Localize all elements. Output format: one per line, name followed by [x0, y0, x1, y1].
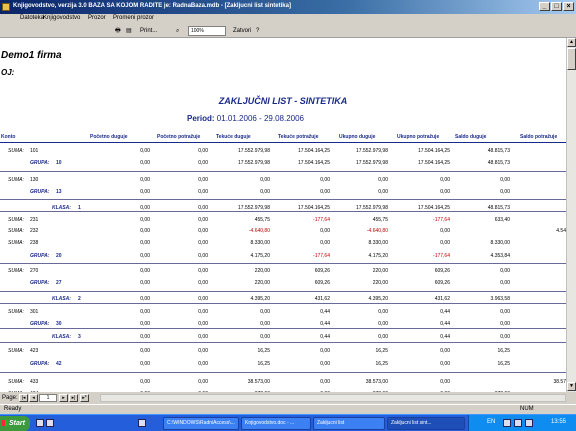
- row-value: 0,00: [198, 148, 208, 154]
- row-value: 0,00: [320, 361, 330, 367]
- row-code: 3: [78, 334, 81, 340]
- scroll-down-icon[interactable]: ▼: [567, 382, 576, 391]
- row-label: SUMA:: [8, 217, 24, 223]
- last-page-icon[interactable]: ▸|: [69, 394, 78, 402]
- row-value: 8.330,00: [490, 240, 510, 246]
- row-code: 231: [30, 217, 39, 223]
- column-header-ukupno-duguje: Ukupno duguje: [339, 134, 376, 140]
- row-code: 238: [30, 240, 39, 246]
- row-value: 0,00: [198, 268, 208, 274]
- row-value: -177,64: [313, 253, 330, 259]
- window-title: Knjigovodstvo, verzija 3.0 BAZA SA KOJOM RADITE je: RadnaBaza.mdb - [Zakljucni list sintetika]: [13, 3, 291, 9]
- row-value: 0,00: [440, 361, 450, 367]
- row-value: 17.504.164,25: [418, 160, 450, 166]
- row-value: 4.175,20: [250, 253, 270, 259]
- row-value: -4.640,80: [248, 228, 270, 234]
- window-titlebar[interactable]: [0, 0, 576, 14]
- row-label: SUMA:: [8, 177, 24, 183]
- page-label: Page:: [2, 395, 18, 401]
- oj-label: OJ:: [1, 68, 15, 77]
- page-setup-icon[interactable]: ▤: [126, 28, 132, 34]
- column-header-tekuce-duguje: Tekuće duguje: [216, 134, 251, 140]
- row-value: 220,00: [254, 280, 270, 286]
- row-value: 0,00: [198, 361, 208, 367]
- row-divider: [0, 303, 566, 304]
- menu-item-knjigovodstvo[interactable]: Knjigovodstvo: [43, 15, 81, 21]
- row-value: 0,44: [440, 334, 450, 340]
- clock: 13:55: [551, 419, 567, 425]
- menu-item-datoteka[interactable]: Datoteka: [20, 15, 45, 21]
- row-label: GRUPA:: [30, 189, 50, 195]
- row-value: 0,00: [140, 189, 150, 195]
- row-value: 0,00: [140, 296, 150, 302]
- row-value: 48.815,73: [487, 160, 510, 166]
- row-label: KLASA:: [52, 334, 71, 340]
- row-value: 17.504.164,25: [298, 205, 330, 211]
- row-code: 301: [30, 309, 39, 315]
- row-code: 433: [30, 379, 39, 385]
- row-value: 0,00: [140, 334, 150, 340]
- row-divider: [0, 171, 566, 172]
- row-value: 431,62: [314, 296, 330, 302]
- row-value: 3.963,58: [490, 296, 510, 302]
- row-value: 0,00: [500, 177, 510, 183]
- row-value: 0,44: [440, 309, 450, 315]
- table-row: [0, 267, 566, 277]
- vertical-scrollbar[interactable]: [566, 38, 576, 392]
- row-value: 0,00: [440, 240, 450, 246]
- row-value: 0,00: [198, 348, 208, 354]
- taskbar: [0, 414, 576, 431]
- quicklaunch-app-icon[interactable]: [138, 419, 146, 427]
- row-value: 16,25: [375, 361, 388, 367]
- status-text: Ready: [4, 406, 22, 412]
- table-row: [0, 252, 566, 262]
- task-zakljucni-list-sint[interactable]: Zakljucni list sint...: [387, 417, 465, 430]
- tray-volume-icon[interactable]: [514, 419, 522, 427]
- row-value: 0,00: [140, 321, 150, 327]
- row-divider: [0, 199, 566, 200]
- column-header-tekuce-potrazuje: Tekuće potražuje: [278, 134, 319, 140]
- row-value: 48.815,73: [487, 148, 510, 154]
- prev-page-icon[interactable]: ◂: [29, 394, 38, 402]
- row-value: 0,00: [440, 177, 450, 183]
- row-value: 0,00: [378, 189, 388, 195]
- row-value: 0,00: [140, 160, 150, 166]
- row-label: SUMA:: [8, 348, 24, 354]
- row-value: 16,25: [497, 348, 510, 354]
- row-value: 0,00: [320, 189, 330, 195]
- row-value: -177,64: [433, 217, 450, 223]
- row-value: 0,00: [198, 379, 208, 385]
- row-value: 0,00: [198, 228, 208, 234]
- row-divider: [0, 263, 566, 264]
- row-value: 0,00: [500, 309, 510, 315]
- row-value: 0,00: [140, 240, 150, 246]
- column-header-pocetno-duguje: Početno duguje: [90, 134, 128, 140]
- row-value: 0,00: [260, 309, 270, 315]
- row-value: 16,25: [497, 361, 510, 367]
- row-value: -177,64: [313, 217, 330, 223]
- row-value: 455,75: [372, 217, 388, 223]
- table-row: [0, 308, 566, 318]
- status-bar: [0, 404, 576, 414]
- row-value: 220,00: [254, 268, 270, 274]
- quicklaunch-desktop-icon[interactable]: [46, 419, 54, 427]
- row-label: SUMA:: [8, 309, 24, 315]
- table-row: [0, 378, 566, 388]
- row-value: 0,00: [260, 334, 270, 340]
- row-code: 20: [56, 253, 62, 259]
- row-code: 232: [30, 228, 39, 234]
- row-value: 220,00: [372, 268, 388, 274]
- row-label: SUMA:: [8, 228, 24, 234]
- row-value: 0,00: [198, 240, 208, 246]
- minimize-button[interactable]: _: [539, 2, 550, 11]
- row-value: 0,44: [320, 321, 330, 327]
- row-value: 48.815,73: [487, 205, 510, 211]
- column-header-konto: Konto: [1, 134, 16, 140]
- printer-icon[interactable]: 🖶: [115, 28, 121, 34]
- language-indicator[interactable]: EN: [487, 419, 496, 425]
- row-code: 30: [56, 321, 62, 327]
- row-code: 423: [30, 348, 39, 354]
- table-row: [0, 188, 566, 198]
- row-label: SUMA:: [8, 148, 24, 154]
- row-value: 0,00: [140, 148, 150, 154]
- toolbar: [0, 24, 576, 38]
- scroll-up-icon[interactable]: ▲: [567, 38, 576, 47]
- first-page-icon[interactable]: |◂: [19, 394, 28, 402]
- row-divider: [0, 291, 566, 292]
- row-value: 16,25: [375, 348, 388, 354]
- task-explorer[interactable]: C:\WINDOWS\RadniAccess\...: [163, 417, 239, 430]
- row-value: 0,00: [378, 177, 388, 183]
- zoom-icon[interactable]: ⌕: [176, 28, 180, 34]
- row-value: 0,00: [198, 280, 208, 286]
- company-name: Demo1 firma: [1, 50, 62, 61]
- system-tray: [468, 415, 576, 431]
- row-value: 220,00: [372, 280, 388, 286]
- row-value: 17.504.164,25: [418, 205, 450, 211]
- row-value: 0,00: [260, 321, 270, 327]
- row-label: KLASA:: [52, 296, 71, 302]
- report-title: ZAKLJUČNI LIST - SINTETIKA: [218, 96, 348, 106]
- row-value: 0,00: [140, 205, 150, 211]
- row-value: 0,00: [378, 334, 388, 340]
- close-button[interactable]: ×: [563, 2, 574, 11]
- row-value: 17.552.979,98: [238, 148, 270, 154]
- row-value: 431,62: [434, 296, 450, 302]
- help-icon[interactable]: ?: [256, 28, 260, 34]
- row-value: 17.552.979,98: [238, 160, 270, 166]
- row-value: 4.54: [556, 228, 566, 234]
- row-value: 0,00: [140, 268, 150, 274]
- row-value: 17.552.979,98: [356, 148, 388, 154]
- row-divider: [0, 372, 566, 373]
- row-value: 0,44: [440, 321, 450, 327]
- row-divider: [0, 342, 566, 343]
- menu-item-prozor[interactable]: Prozor: [88, 15, 106, 21]
- row-value: 609,26: [434, 280, 450, 286]
- horizontal-scrollbar[interactable]: [100, 394, 566, 402]
- maximize-button[interactable]: □: [551, 2, 562, 11]
- row-value: 38.573,00: [247, 379, 270, 385]
- row-code: 270: [30, 268, 39, 274]
- row-code: 13: [56, 189, 62, 195]
- row-label: KLASA:: [52, 205, 71, 211]
- menu-bar: [0, 14, 576, 24]
- row-value: 0,00: [140, 253, 150, 259]
- table-row: [0, 239, 566, 249]
- table-row: [0, 216, 566, 226]
- row-value: 16,25: [257, 348, 270, 354]
- row-value: 0,00: [378, 309, 388, 315]
- row-code: 27: [56, 280, 62, 286]
- close-preview-button[interactable]: Zatvori: [233, 28, 252, 34]
- table-row: [0, 147, 566, 157]
- tray-security-icon[interactable]: [525, 419, 533, 427]
- row-value: 455,75: [254, 217, 270, 223]
- row-value: 0,00: [198, 253, 208, 259]
- row-value: 0,00: [140, 177, 150, 183]
- row-value: 4.395,20: [368, 296, 388, 302]
- row-code: 42: [56, 361, 62, 367]
- row-value: 0,00: [440, 189, 450, 195]
- row-value: 0,00: [500, 189, 510, 195]
- period-label: Period:: [187, 114, 215, 123]
- row-value: 17.504.164,25: [418, 148, 450, 154]
- row-value: 0,00: [198, 217, 208, 223]
- row-label: GRUPA:: [30, 280, 50, 286]
- zoom-select[interactable]: 100%: [188, 26, 226, 36]
- row-value: 8.330,00: [250, 240, 270, 246]
- row-value: 0,00: [198, 189, 208, 195]
- row-value: 17.504.164,25: [298, 160, 330, 166]
- row-value: 0,00: [260, 189, 270, 195]
- row-value: 0,00: [198, 177, 208, 183]
- row-value: 38.57: [553, 379, 566, 385]
- row-value: 0,00: [320, 348, 330, 354]
- column-header-ukupno-potrazuje: Ukupno potražuje: [397, 134, 440, 140]
- row-value: -4.640,80: [366, 228, 388, 234]
- row-value: 0,00: [440, 348, 450, 354]
- row-value: 8.330,00: [368, 240, 388, 246]
- row-value: 0,00: [140, 309, 150, 315]
- row-value: 609,26: [434, 268, 450, 274]
- row-value: 0,00: [378, 321, 388, 327]
- num-lock-indicator: NUM: [520, 406, 534, 412]
- row-label: GRUPA:: [30, 253, 50, 259]
- row-value: 16,25: [257, 361, 270, 367]
- row-value: 4.175,20: [368, 253, 388, 259]
- row-value: 0,00: [320, 228, 330, 234]
- row-value: 0,00: [198, 334, 208, 340]
- row-value: 0,00: [140, 217, 150, 223]
- row-code: 2: [78, 296, 81, 302]
- table-row: [0, 360, 566, 370]
- row-code: 130: [30, 177, 39, 183]
- row-divider: [0, 328, 566, 329]
- row-value: 17.552.979,98: [356, 205, 388, 211]
- row-value: 0,44: [320, 334, 330, 340]
- row-code: 10: [56, 160, 62, 166]
- row-value: 17.552.979,98: [238, 205, 270, 211]
- row-value: 0,00: [320, 240, 330, 246]
- row-label: SUMA:: [8, 379, 24, 385]
- row-value: 0,00: [140, 361, 150, 367]
- row-value: 0,00: [440, 228, 450, 234]
- task-word[interactable]: Knjigovodstvo.doc - ...: [241, 417, 311, 430]
- row-label: GRUPA:: [30, 321, 50, 327]
- report-preview: [0, 38, 566, 392]
- row-value: 4.353,84: [490, 253, 510, 259]
- row-label: GRUPA:: [30, 361, 50, 367]
- row-value: 0,00: [500, 334, 510, 340]
- row-label: GRUPA:: [30, 160, 50, 166]
- row-label: SUMA:: [8, 268, 24, 274]
- row-value: 0,00: [500, 321, 510, 327]
- windows-logo-icon: [2, 420, 8, 426]
- start-label: Start: [9, 420, 25, 427]
- column-header-saldo-potrazuje: Saldo potražuje: [520, 134, 558, 140]
- start-button[interactable]: [0, 416, 30, 431]
- column-header-pocetno-potrazuje: Početno potražuje: [157, 134, 201, 140]
- next-page-icon[interactable]: ▸: [59, 394, 68, 402]
- print-button[interactable]: Print...: [140, 28, 158, 34]
- row-value: 0,00: [320, 379, 330, 385]
- row-value: 609,26: [314, 280, 330, 286]
- row-value: 633,40: [494, 217, 510, 223]
- table-row: [0, 279, 566, 289]
- period-value: 01.01.2006 - 29.08.2006: [216, 114, 304, 123]
- period: [187, 114, 304, 123]
- row-value: 0,00: [140, 228, 150, 234]
- row-code: 1: [78, 205, 81, 211]
- row-value: 0,00: [198, 205, 208, 211]
- app-icon: [2, 3, 10, 11]
- row-divider: [0, 211, 566, 212]
- table-row: [0, 176, 566, 186]
- row-value: 17.504.164,25: [298, 148, 330, 154]
- header-divider: [0, 142, 566, 143]
- row-value: 0,00: [198, 296, 208, 302]
- row-value: 0,00: [140, 379, 150, 385]
- row-value: 0,00: [320, 177, 330, 183]
- row-value: 609,26: [314, 268, 330, 274]
- row-value: 0,00: [198, 309, 208, 315]
- row-code: 101: [30, 148, 39, 154]
- row-value: 4.395,20: [250, 296, 270, 302]
- page-navigation: [0, 392, 576, 404]
- row-value: 0,00: [198, 160, 208, 166]
- row-label: SUMA:: [8, 240, 24, 246]
- column-header-saldo-duguje: Saldo duguje: [455, 134, 487, 140]
- menu-item-promeni-prozor[interactable]: Promeni prozor: [113, 15, 155, 21]
- table-row: [0, 347, 566, 357]
- quicklaunch-ie-icon[interactable]: [36, 419, 44, 427]
- row-value: -177,64: [433, 253, 450, 259]
- table-row: [0, 227, 566, 237]
- page-number-input[interactable]: 1: [39, 394, 57, 402]
- tray-network-icon[interactable]: [503, 419, 511, 427]
- row-value: 0,00: [140, 280, 150, 286]
- table-row: [0, 204, 566, 214]
- row-value: 0,00: [198, 321, 208, 327]
- task-zakljucni-list[interactable]: Zakljucni list: [313, 417, 385, 430]
- row-value: 0,00: [260, 177, 270, 183]
- scroll-thumb[interactable]: [567, 48, 576, 70]
- row-value: 17.552.979,98: [356, 160, 388, 166]
- row-value: 0,00: [440, 379, 450, 385]
- table-row: [0, 159, 566, 169]
- row-value: 0,00: [140, 348, 150, 354]
- row-value: 38.573,00: [365, 379, 388, 385]
- row-value: 0,44: [320, 309, 330, 315]
- row-value: 0,00: [500, 268, 510, 274]
- row-value: 0,00: [500, 280, 510, 286]
- new-record-icon[interactable]: ▸*: [80, 394, 89, 402]
